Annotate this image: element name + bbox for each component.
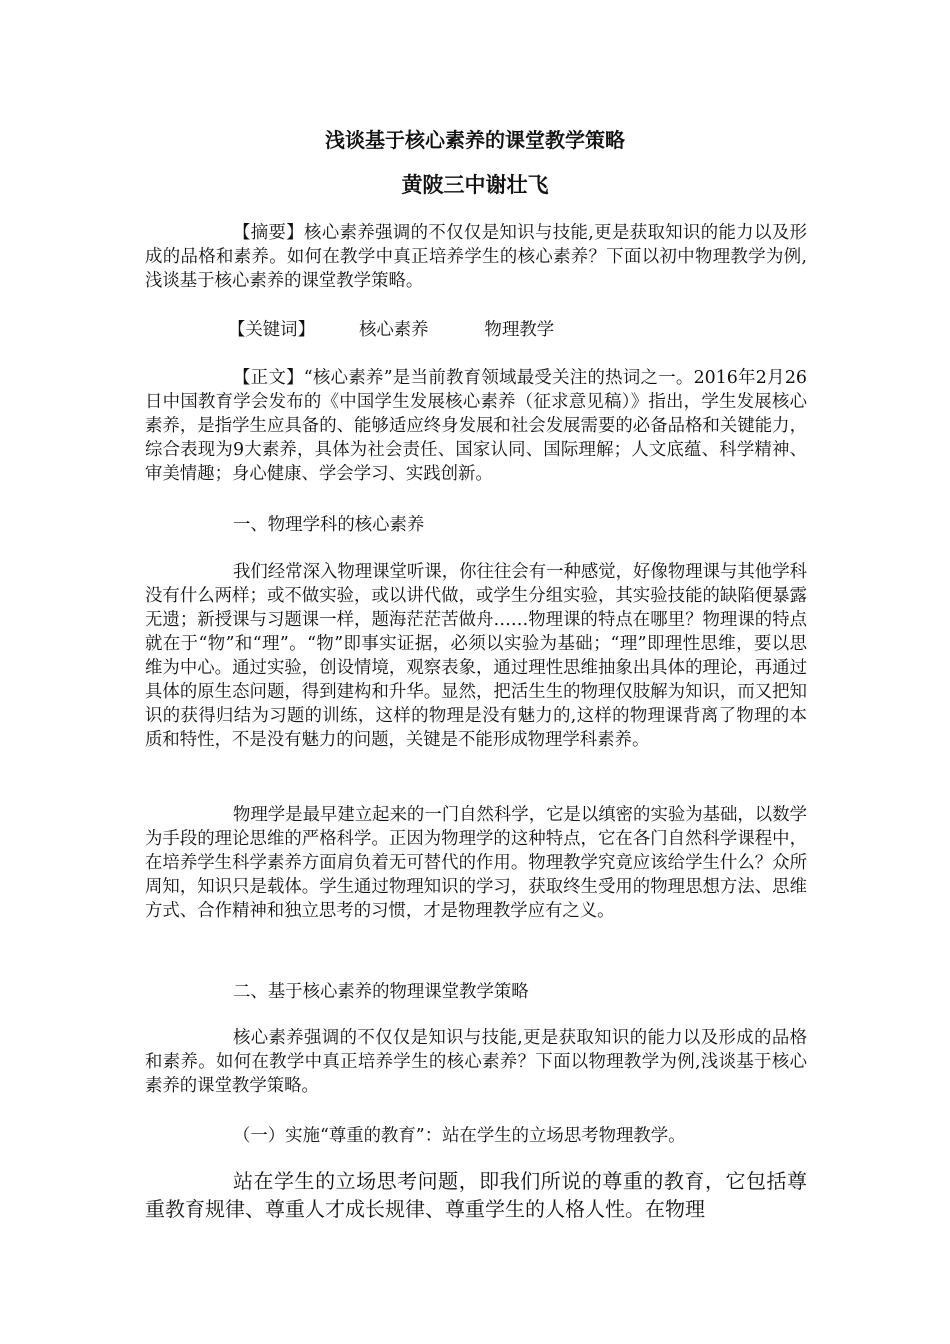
subsection-heading-1: （一）实施“尊重的教育”：站在学生的立场思考物理教学。 xyxy=(233,1126,686,1146)
document-title: 浅谈基于核心素养的课堂教学策略 xyxy=(325,128,625,152)
section1-paragraph-2: 物理学是最早建立起来的一门自然科学，它是以缜密的实验为基础，以数学为手段的理论思维的严格科学。正因为物理学的这种特点，它在各门自然科学课程中，在培养学生科学素养方面肩负着无可替代的作用。物理教学究竟应该给学生什么？众所周知，知识只是载体。学生通过物理知识的学习，获取终生受用的物理思想方法、思维方式、合作精神和独立思考的习惯，才是物理教学应有之义。 xyxy=(145,805,807,921)
section1-paragraph-1: 我们经常深入物理课堂听课，你往往会有一种感觉，好像物理课与其他学科没有什么两样；或不做实验，或以讲代做，或学生分组实验，其实验技能的缺陷便暴露无遗；新授课与习题课一样，题海茫茫苦做舟……物理课的特点在哪里？物理课的特点就在于“物”和“理”。“物”即事实证据，必须以实验为基础；“理”即理性思维，要以思维为中心。通过实验，创设情境，观察表象，通过理性思维抽象出具体的理论，再通过具体的原生态问题，得到建构和升华。显然，把活生生的物理仅肢解为知识，而又把知识的获得归结为习题的训练，这样的物理是没有魅力的,这样的物理课背离了物理的本质和特性，不是没有魅力的问题，关键是不能形成物理学科素养。 xyxy=(145,562,807,750)
body-intro-paragraph: 【正文】“核心素养”是当前教育领域最受关注的热词之一。2016年2月26日中国教育学会发布的《中国学生发展核心素养（征求意见稿）》指出，学生发展核心素养，是指学生应具备的、能够适应终身发展和社会发展需要的必备品格和关键能力，综合表现为9大素养，具体为社会责任、国家认同、国际理解；人文底蕴、科学精神、审美情趣；身心健康、学会学习、实践创新。 xyxy=(145,368,807,484)
section2-paragraph-1: 核心素养强调的不仅仅是知识与技能,更是获取知识的能力以及形成的品格和素养。如何在教学中真正培养学生的核心素养？下面以物理教学为例,浅谈基于核心素养的课堂教学策略。 xyxy=(145,1028,807,1096)
section-heading-2: 二、基于核心素养的物理课堂教学策略 xyxy=(233,982,529,1002)
abstract-paragraph: 【摘要】核心素养强调的不仅仅是知识与技能,更是获取知识的能力以及形成的品格和素养。如何在教学中真正培养学生的核心素养？下面以初中物理教学为例,浅谈基于核心素养的课堂教学策略。 xyxy=(145,223,807,291)
keyword-item: 物理教学 xyxy=(484,320,555,340)
subsection1-paragraph: 站在学生的立场思考问题，即我们所说的尊重的教育，它包括尊重教育规律、尊重人才成长规律、尊重学生的人格人性。在物理 xyxy=(145,1169,807,1221)
keyword-item: 核心素养 xyxy=(358,320,429,340)
keywords-label: 【关键词】 xyxy=(228,320,315,340)
section-heading-1: 一、物理学科的核心素养 xyxy=(233,515,425,535)
keywords-line xyxy=(228,318,554,342)
document-author: 黄陂三中谢壮飞 xyxy=(401,172,549,197)
